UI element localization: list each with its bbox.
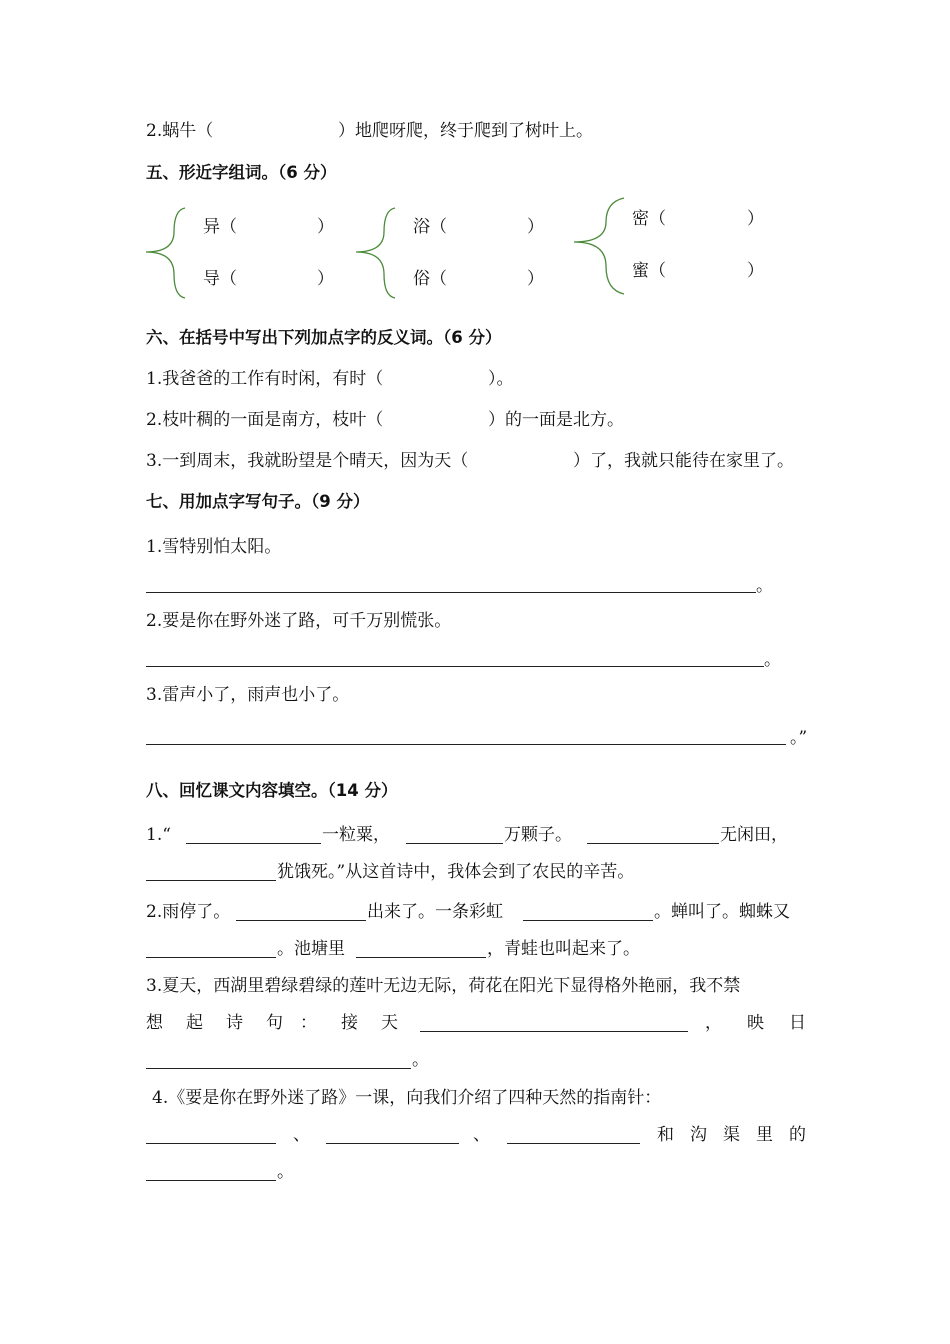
line-end: 。 [764, 650, 781, 670]
recall-text: 。蝉叫了。蜘蛛又 [654, 902, 790, 922]
line-end: 。” [790, 728, 808, 748]
recall-char: ： [300, 1013, 317, 1033]
recall-text: 。池塘里 [277, 939, 345, 959]
recall-char: 。 [277, 1162, 294, 1182]
antonym-item-1-end: ）。 [488, 369, 514, 389]
blank-line[interactable] [523, 920, 653, 921]
recall-char: 日 [789, 1013, 806, 1033]
left-brace-icon [350, 200, 400, 300]
recall-item-2: 2.雨停了。 [146, 902, 231, 922]
recall-char: 诗 [226, 1013, 243, 1033]
recall-char: 句 [266, 1013, 283, 1033]
section-8-heading: 八、回忆课文内容填空。（14 分） [146, 781, 398, 800]
blank-line[interactable] [356, 957, 486, 958]
recall-char: 天 [381, 1013, 398, 1033]
recall-text: 无闲田， [720, 825, 788, 845]
blank-line[interactable] [420, 1031, 688, 1032]
recall-text: ，青蛙也叫起来了。 [487, 939, 640, 959]
paren-close: ） [527, 217, 544, 237]
blank-line[interactable] [406, 843, 503, 844]
recall-text: 犹饿死。”从这首诗中，我体会到了农民的辛苦。 [277, 862, 635, 882]
blank-line[interactable] [186, 843, 321, 844]
paren-close: ） [747, 261, 764, 281]
sentence-item-1: 1.雪特别怕太阳。 [146, 537, 282, 557]
char-su: 俗（ [413, 269, 447, 289]
blank-line[interactable] [146, 880, 276, 881]
char-mi-honey: 蜜（ [632, 261, 666, 281]
left-brace-icon [140, 200, 190, 300]
recall-char: ， [705, 1013, 722, 1033]
recall-char: 想 [146, 1013, 163, 1033]
recall-char: 的 [789, 1125, 806, 1145]
blank-line[interactable] [146, 957, 276, 958]
blank-line[interactable] [236, 920, 366, 921]
antonym-item-1: 1.我爸爸的工作有时闲，有时（ [146, 369, 384, 389]
sentence-item-2: 2.要是你在野外迷了路，可千万别慌张。 [146, 611, 452, 631]
section-5-heading: 五、形近字组词。（6 分） [146, 163, 337, 182]
antonym-item-2: 2.枝叶稠的一面是南方，枝叶（ [146, 410, 384, 430]
recall-char: 沟 [690, 1125, 707, 1145]
blank-line[interactable] [587, 843, 719, 844]
answer-line[interactable] [146, 592, 756, 593]
blank-line[interactable] [146, 1068, 411, 1069]
paren-close: ） [317, 217, 334, 237]
antonym-item-2-end: ）的一面是北方。 [488, 410, 624, 430]
blank-line[interactable] [326, 1143, 459, 1144]
blank-line[interactable] [507, 1143, 640, 1144]
recall-item-1: 1.“ [146, 825, 171, 845]
antonym-item-3: 3.一到周末，我就盼望是个晴天，因为天（ [146, 451, 469, 471]
recall-text: 万颗子。 [504, 825, 572, 845]
recall-char: 、 [293, 1125, 310, 1145]
recall-char: 接 [341, 1013, 358, 1033]
recall-char: 。 [412, 1050, 429, 1070]
recall-text: 出来了。一条彩虹 [367, 902, 503, 922]
recall-text: 一粒粟， [322, 825, 390, 845]
section-6-heading: 六、在括号中写出下列加点字的反义词。（6 分） [146, 328, 502, 347]
paren-close: ） [747, 209, 764, 229]
line-end: 。 [756, 576, 773, 596]
sentence-item-3: 3.雷声小了，雨声也小了。 [146, 685, 350, 705]
recall-char: 渠 [723, 1125, 740, 1145]
answer-line[interactable] [146, 744, 786, 745]
antonym-item-3-end: ）了，我就只能待在家里了。 [573, 451, 794, 471]
char-dao: 导（ [203, 269, 237, 289]
recall-char: 、 [473, 1125, 490, 1145]
char-mi: 密（ [632, 209, 666, 229]
char-yi: 异（ [203, 217, 237, 237]
q-snail-suffix: ）地爬呀爬，终于爬到了树叶上。 [338, 121, 593, 141]
char-yu: 浴（ [413, 217, 447, 237]
answer-line[interactable] [146, 666, 764, 667]
recall-char: 起 [186, 1013, 203, 1033]
blank-line[interactable] [146, 1143, 276, 1144]
left-brace-icon [570, 194, 630, 296]
blank-line[interactable] [146, 1180, 276, 1181]
recall-char: 里 [756, 1125, 773, 1145]
section-7-heading: 七、用加点字写句子。（9 分） [146, 492, 370, 511]
paren-close: ） [527, 269, 544, 289]
recall-item-4: 4.《要是你在野外迷了路》一课，向我们介绍了四种天然的指南针： [152, 1088, 662, 1108]
paren-close: ） [317, 269, 334, 289]
recall-char: 和 [657, 1125, 674, 1145]
q-snail-prefix: 2.蜗牛（ [146, 121, 214, 141]
recall-char: 映 [747, 1013, 764, 1033]
recall-item-3: 3.夏天，西湖里碧绿碧绿的莲叶无边无际，荷花在阳光下显得格外艳丽，我不禁 [146, 976, 741, 996]
